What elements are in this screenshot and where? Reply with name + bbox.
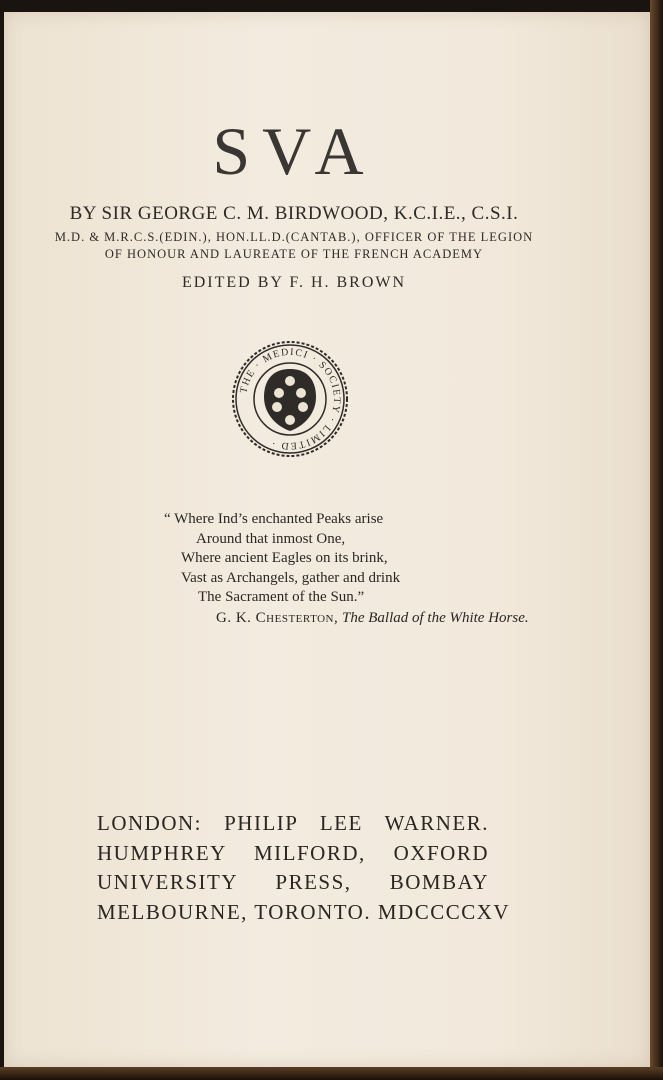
- verse-line: Vast as Archangels, gather and drink: [181, 569, 401, 586]
- editor-credit: EDITED BY F. H. BROWN: [181, 274, 407, 291]
- credentials-line-1: M.D. & M.R.C.S.(EDIN.), HON.LL.D.(CANTAB.), OFFICER OF THE LEGION: [54, 230, 534, 244]
- imprint-line: HUMPHREY MILFORD, OXFORD: [97, 840, 489, 865]
- verse-line: The Sacrament of the Sun.”: [198, 589, 365, 605]
- verse-line: Where ancient Eagles on its brink,: [181, 550, 388, 566]
- imprint-line: MELBOURNE, TORONTO. MDCCCCXV: [97, 899, 511, 924]
- book-cover-edge-bottom: [0, 1067, 663, 1080]
- author-credentials: [4, 229, 584, 263]
- epigraph-verse: [164, 510, 400, 608]
- medici-society-seal-icon: [230, 339, 350, 459]
- verse-line: “ Where Ind’s enchanted Peaks arise: [164, 511, 384, 527]
- epigraph-work: The Ballad of the White Horse.: [341, 610, 529, 626]
- credentials-line-2: OF HONOUR AND LAUREATE OF THE FRENCH ACADEMY: [104, 247, 484, 261]
- imprint-line: UNIVERSITY PRESS, BOMBAY: [97, 870, 489, 894]
- title-page: [4, 12, 650, 1067]
- epigraph-attribution: [216, 610, 529, 627]
- seal-inscription: THE · MEDICI · SOCIETY · LIMITED ·: [238, 346, 343, 452]
- publisher-imprint: [97, 809, 511, 927]
- imprint-line: LONDON: PHILIP LEE WARNER.: [97, 811, 489, 835]
- book-cover-edge-right: [650, 0, 663, 1080]
- author-byline: BY SIR GEORGE C. M. BIRDWOOD, K.C.I.E., C.S.I.: [69, 203, 519, 224]
- epigraph-author: G. K. Chesterton,: [216, 610, 339, 626]
- verse-line: Around that inmost One,: [196, 530, 346, 547]
- book-title: SVA: [212, 113, 376, 189]
